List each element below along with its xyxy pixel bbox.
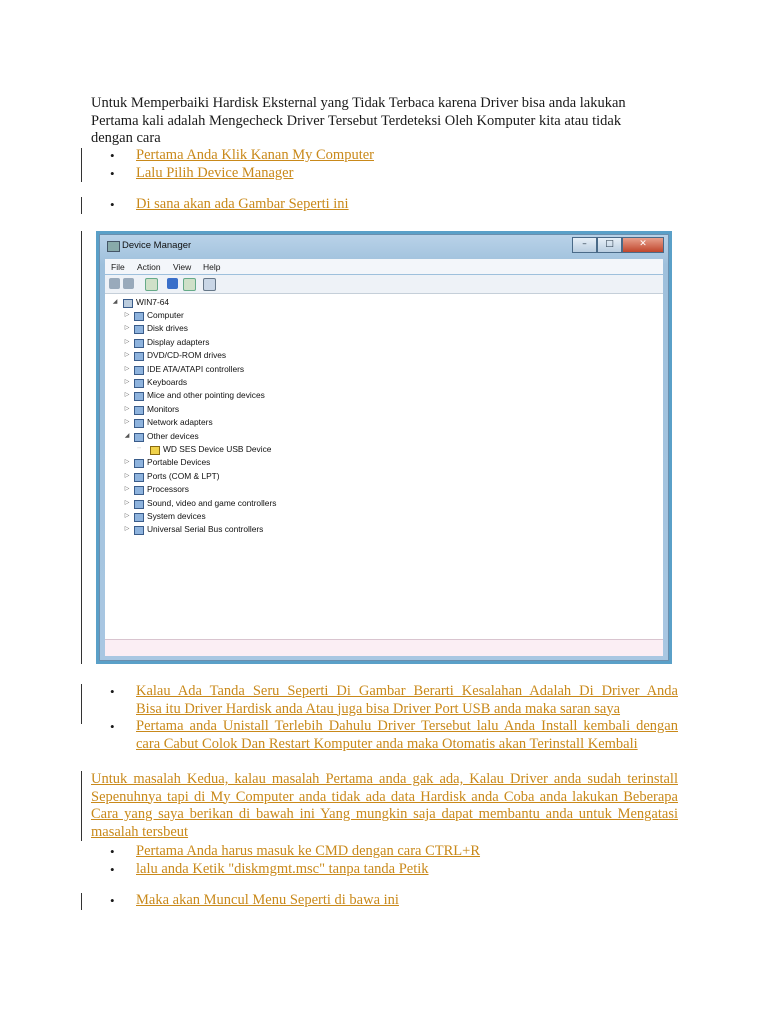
step-link[interactable]: Pertama Anda harus masuk ke CMD dengan cara CTRL+R	[136, 843, 481, 859]
tree-item-label: System devices	[147, 511, 206, 521]
tree-item-label: Keyboards	[147, 377, 188, 387]
window-controls	[572, 237, 664, 252]
para-line[interactable]: Sepenuhnya tapi di My Computer anda tidak ada data Hardisk anda Coba anda lakukan Beberapa	[91, 788, 678, 805]
system-icon	[134, 513, 144, 522]
properties-icon[interactable]	[145, 278, 158, 291]
keyboard-icon	[134, 379, 144, 388]
list-item	[110, 683, 678, 718]
expand-icon[interactable]: ▷	[124, 526, 130, 533]
device-manager-screenshot	[96, 231, 672, 664]
expand-icon[interactable]: ▷	[124, 513, 130, 519]
tree-item-label: Display adapters	[147, 336, 210, 347]
expand-icon[interactable]: ▷	[124, 365, 130, 372]
device-manager-icon	[107, 241, 120, 252]
expand-icon[interactable]: ▷	[124, 392, 130, 399]
expand-icon[interactable]: ▷	[124, 325, 130, 332]
expand-icon[interactable]: ▷	[124, 486, 130, 493]
ide-icon	[134, 366, 144, 375]
collapse-icon[interactable]: ◢	[124, 432, 130, 439]
list-item	[110, 196, 349, 214]
step-link[interactable]: • Pertama anda Unistall Terlebih Dahulu Driver Tersebut lalu Anda Install kembali dengan	[136, 718, 678, 734]
list-item	[110, 147, 374, 165]
expand-icon[interactable]: ▷	[124, 472, 130, 479]
toolbar	[105, 275, 663, 294]
expand-icon[interactable]: ▷	[124, 379, 130, 385]
paragraph-2	[91, 771, 678, 841]
list-item	[110, 861, 480, 879]
menu-file[interactable]: File	[111, 262, 125, 272]
dvd-icon	[134, 352, 144, 361]
forward-icon[interactable]	[123, 278, 134, 289]
steps-list-image	[110, 196, 349, 214]
steps-list-1	[110, 147, 374, 182]
tree-item-label: Monitors	[147, 403, 180, 414]
steps-list-3	[110, 843, 480, 878]
monitor-icon	[134, 406, 144, 415]
tree-item-label: Universal Serial Bus controllers	[147, 524, 264, 535]
processor-icon	[134, 486, 144, 495]
menu-action[interactable]: Action	[137, 262, 161, 272]
window-frame	[99, 234, 669, 661]
tree-item-label: Other devices	[147, 430, 199, 441]
step-link[interactable]: lalu anda Ketik "diskmgmt.msc" tanpa tanda Petik	[136, 860, 429, 877]
margin-bar	[81, 197, 82, 214]
other-devices-icon	[134, 433, 144, 442]
network-icon	[134, 419, 144, 428]
para-line[interactable]: masalah tersbeut	[91, 823, 189, 840]
tree-item-label: Portable Devices	[147, 457, 211, 468]
intro-paragraph	[91, 95, 681, 148]
mouse-icon	[134, 392, 144, 401]
menu-bar	[105, 259, 663, 274]
tree-item-label: Ports (COM & LPT)	[147, 470, 220, 481]
margin-bar	[81, 684, 82, 724]
expand-icon[interactable]: ▷	[124, 419, 130, 426]
expand-icon[interactable]: ▷	[124, 499, 130, 506]
tree-connector-icon: ┄	[137, 446, 141, 452]
back-icon[interactable]	[109, 278, 120, 289]
tree-root-label: WIN7-64	[136, 297, 170, 307]
margin-bar	[81, 893, 82, 910]
port-icon	[134, 473, 144, 482]
list-item	[110, 718, 678, 753]
para-line[interactable]: Untuk masalah Kedua, kalau masalah Pertama anda gak ada, Kalau Driver anda sudah terinstall	[91, 771, 678, 787]
steps-list-2	[110, 683, 678, 753]
step-link[interactable]: Bisa itu Driver Hardisk anda Atau juga bisa Driver Port USB anda maka saran saya	[136, 700, 621, 717]
collapse-icon: ◢	[112, 299, 118, 305]
menu-help[interactable]: Help	[203, 262, 221, 272]
step-link[interactable]: cara Cabut Colok Dan Restart Komputer anda maka Otomatis akan Terinstall Kembali	[136, 735, 638, 752]
sound-icon	[134, 500, 144, 509]
margin-bar	[81, 771, 82, 841]
menu-view[interactable]: View	[173, 262, 192, 272]
status-bar	[105, 639, 663, 656]
expand-icon[interactable]: ▷	[124, 312, 130, 318]
close-button[interactable]: ✕	[622, 237, 664, 253]
expand-icon[interactable]: ▷	[124, 338, 130, 345]
tree-item-label: IDE ATA/ATAPI controllers	[147, 363, 245, 374]
margin-bar	[81, 148, 82, 182]
list-item	[110, 165, 374, 183]
tree-item-label: Disk drives	[147, 323, 188, 334]
device-tree	[105, 294, 663, 644]
list-item	[110, 892, 399, 910]
window-title: Device Manager	[122, 240, 192, 251]
expand-icon[interactable]: ▷	[124, 459, 130, 466]
step-link[interactable]: Maka akan Muncul Menu Seperti di bawa ini	[136, 892, 399, 908]
portable-icon	[134, 459, 144, 468]
tree-item-label: WD SES Device USB Device	[163, 444, 272, 454]
disk-icon	[134, 325, 144, 334]
scan-hardware-icon[interactable]	[203, 278, 216, 291]
help-icon[interactable]	[167, 278, 178, 289]
step-link[interactable]: Di sana akan ada Gambar Seperti ini	[136, 196, 349, 212]
steps-list-4	[110, 892, 399, 910]
tree-item-label: Processors	[147, 484, 189, 495]
step-link[interactable]: Pertama Anda Klik Kanan My Computer	[136, 147, 374, 163]
step-link[interactable]: Lalu Pilih Device Manager	[136, 164, 294, 181]
display-icon	[134, 339, 144, 348]
para-line[interactable]: Cara yang saya berikan di bawah ini Yang mungkin saja dapat membantu anda untuk Mengatasi	[91, 806, 678, 822]
warning-device-icon	[150, 446, 160, 455]
minimize-button[interactable]: –	[572, 237, 597, 253]
view-icon[interactable]	[183, 278, 196, 291]
tree-item-label: Sound, video and game controllers	[147, 497, 277, 508]
tree-item-label: DVD/CD-ROM drives	[147, 350, 227, 361]
list-item	[110, 843, 480, 861]
maximize-button[interactable]: □	[597, 237, 622, 253]
intro-line: dengan cara	[91, 130, 161, 146]
usb-icon	[134, 526, 144, 535]
expand-icon[interactable]: ▷	[124, 405, 130, 412]
tree-item-label: Mice and other pointing devices	[147, 390, 265, 401]
computer-icon	[134, 312, 144, 321]
intro-line: Untuk Memperbaiki Hardisk Eksternal yang Tidak Terbaca karena Driver bisa anda lakukan	[91, 95, 626, 111]
step-link[interactable]: • Kalau Ada Tanda Seru Seperti Di Gambar Berarti Kesalahan Adalah Di Driver Anda	[136, 683, 678, 699]
tree-item-label: Network adapters	[147, 417, 213, 428]
computer-icon	[123, 299, 133, 308]
margin-bar	[81, 231, 82, 664]
expand-icon[interactable]: ▷	[124, 352, 130, 359]
intro-line: Pertama kali adalah Mengecheck Driver Tersebut Terdeteksi Oleh Komputer kita atau tidak	[91, 112, 622, 129]
tree-item-label: Computer	[147, 310, 184, 320]
